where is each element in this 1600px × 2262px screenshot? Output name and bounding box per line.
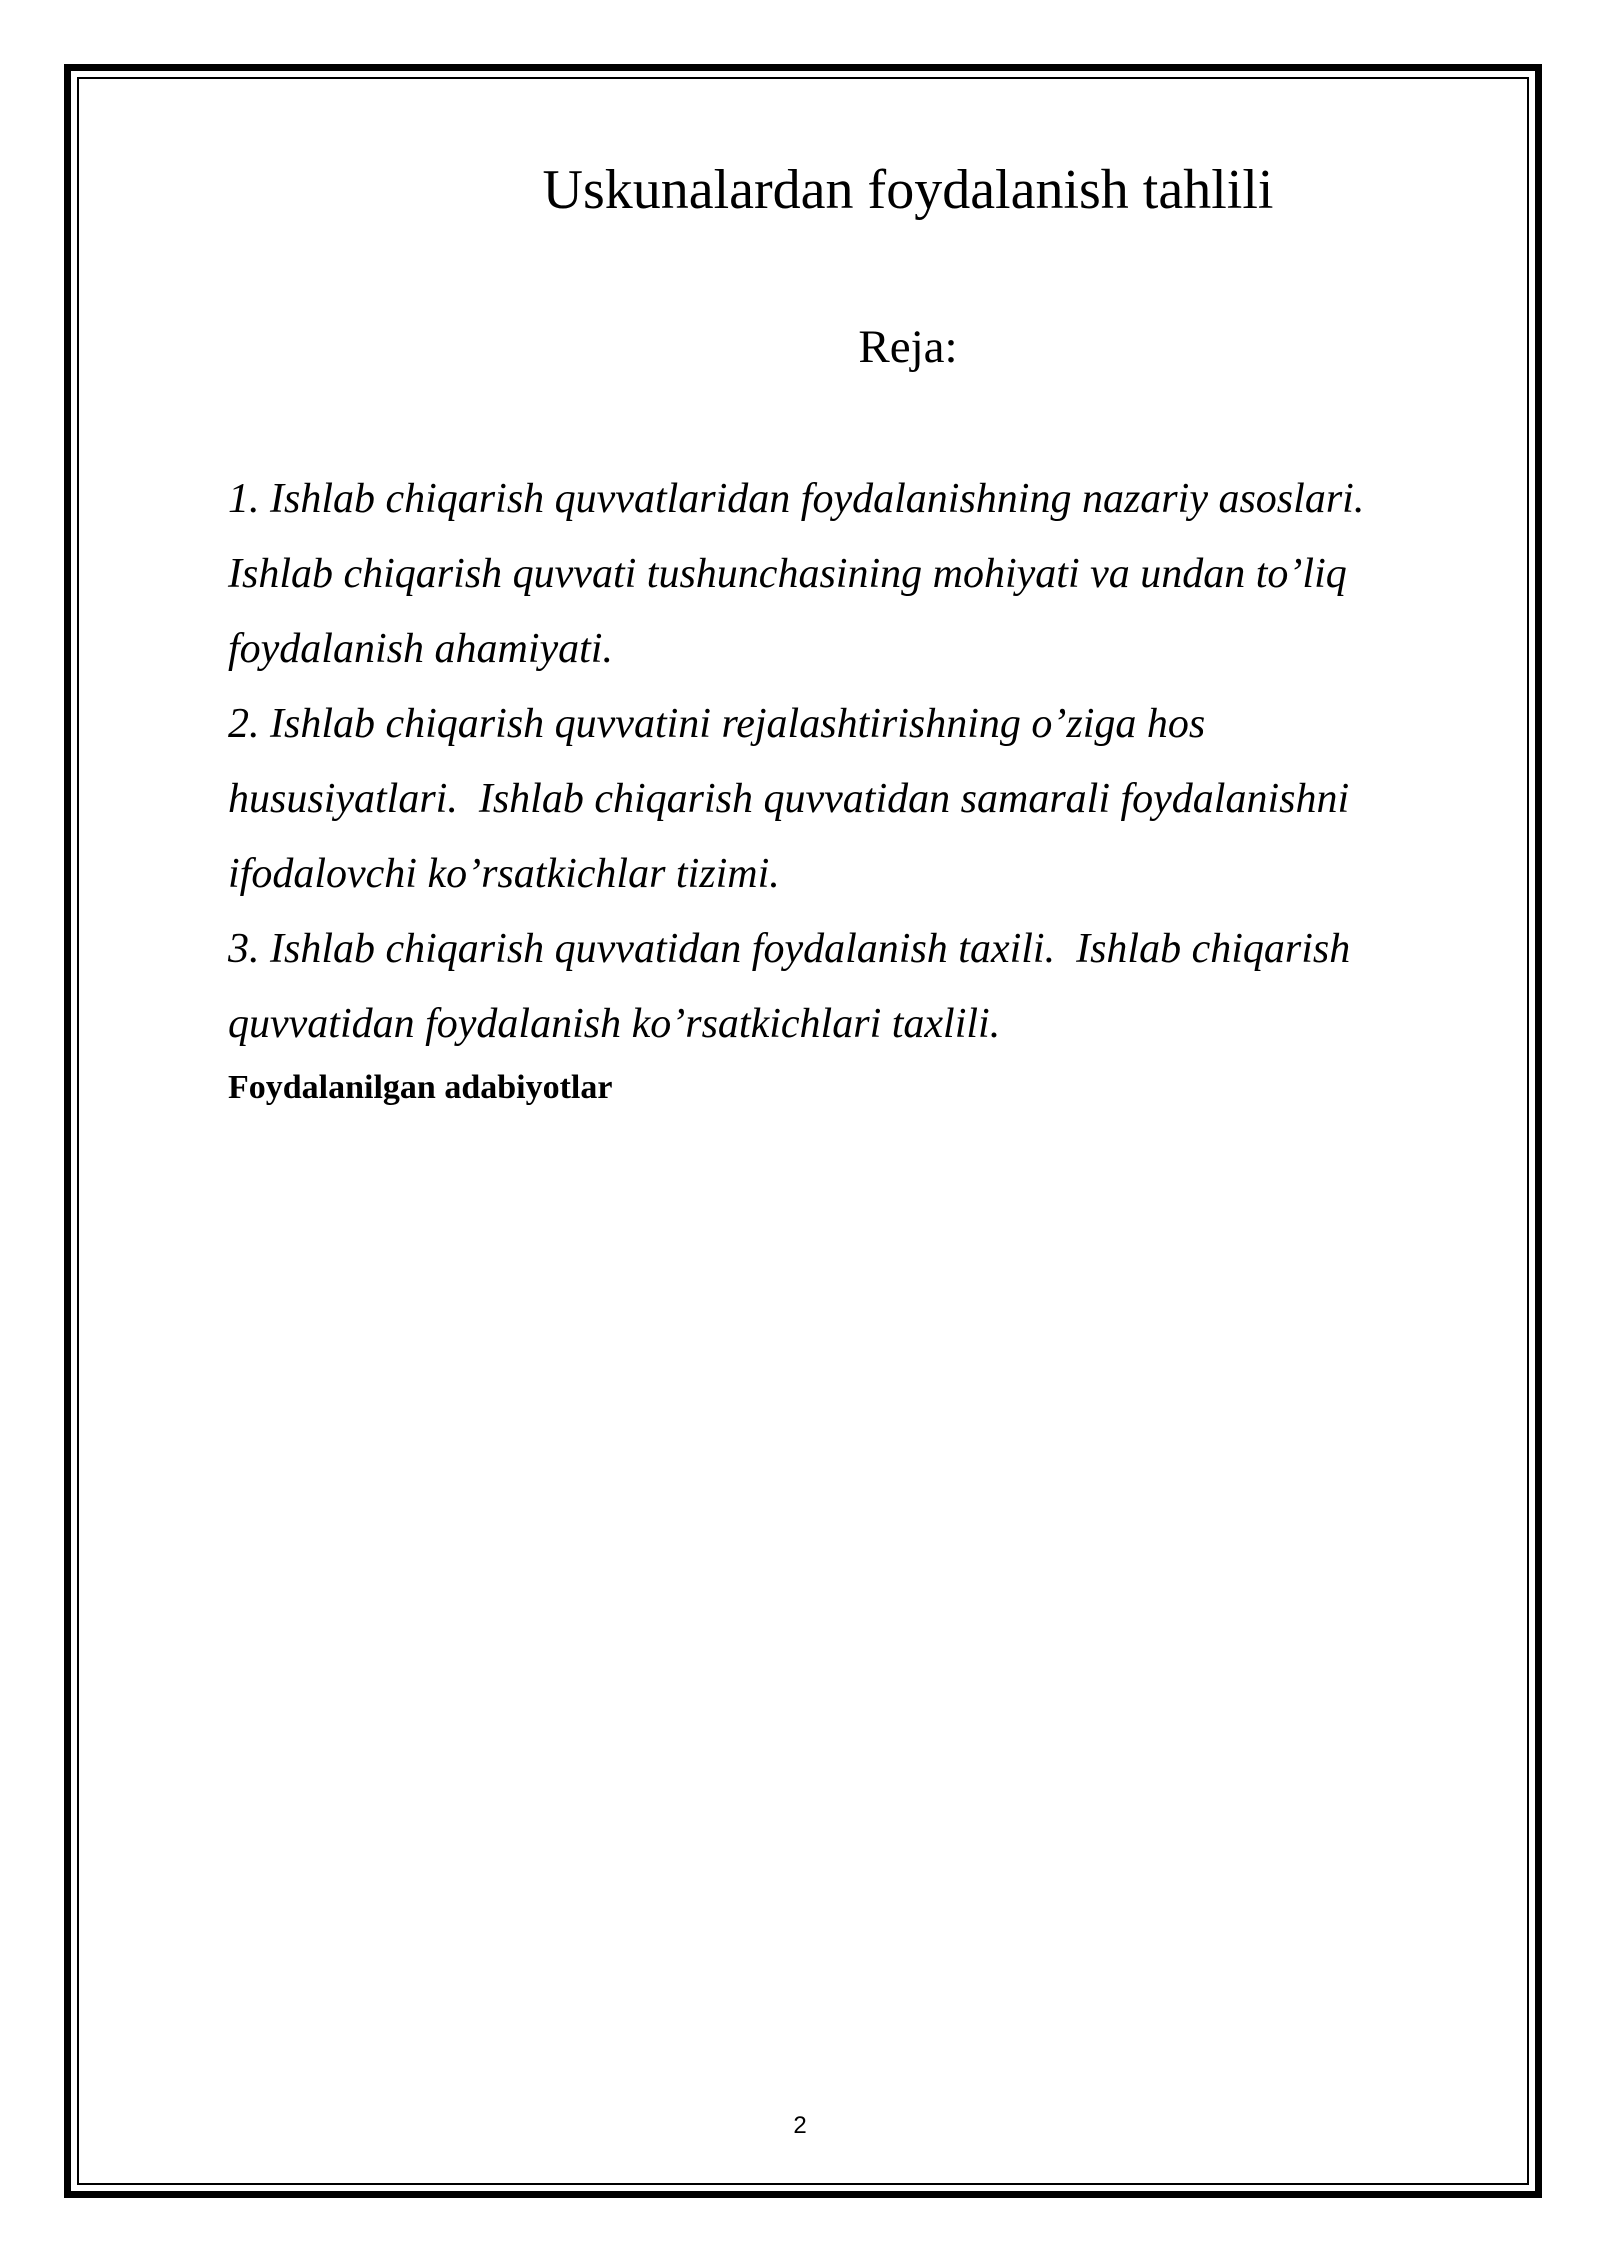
- document-title: Uskunalardan foydalanish tahlili: [542, 159, 1274, 221]
- plan-line: foydalanish ahamiyati.: [228, 626, 613, 672]
- page-number: 2: [793, 2112, 807, 2139]
- page-border-inner: [77, 77, 1529, 2185]
- plan-list: [228, 462, 1458, 1062]
- plan-line: 3. Ishlab chiqarish quvvatidan foydalanish taxili. Ishlab chiqarish: [228, 926, 1351, 972]
- plan-line: 2. Ishlab chiqarish quvvatini rejalashtirishning o’ziga hos: [228, 701, 1206, 747]
- plan-line: 1. Ishlab chiqarish quvvatlaridan foydalanishning nazariy asoslari.: [228, 476, 1365, 522]
- references-heading: Foydalanilgan adabiyotlar: [228, 1069, 613, 1106]
- plan-line: hususiyatlari. Ishlab chiqarish quvvatidan samarali foydalanishni: [228, 776, 1350, 822]
- plan-line: quvvatidan foydalanish ko’rsatkichlari taxlili.: [228, 1001, 1001, 1047]
- plan-line: Ishlab chiqarish quvvati tushunchasining mohiyati va undan to’liq: [228, 551, 1347, 597]
- plan-line: ifodalovchi ko’rsatkichlar tizimi.: [228, 851, 780, 897]
- plan-heading: Reja:: [858, 321, 958, 373]
